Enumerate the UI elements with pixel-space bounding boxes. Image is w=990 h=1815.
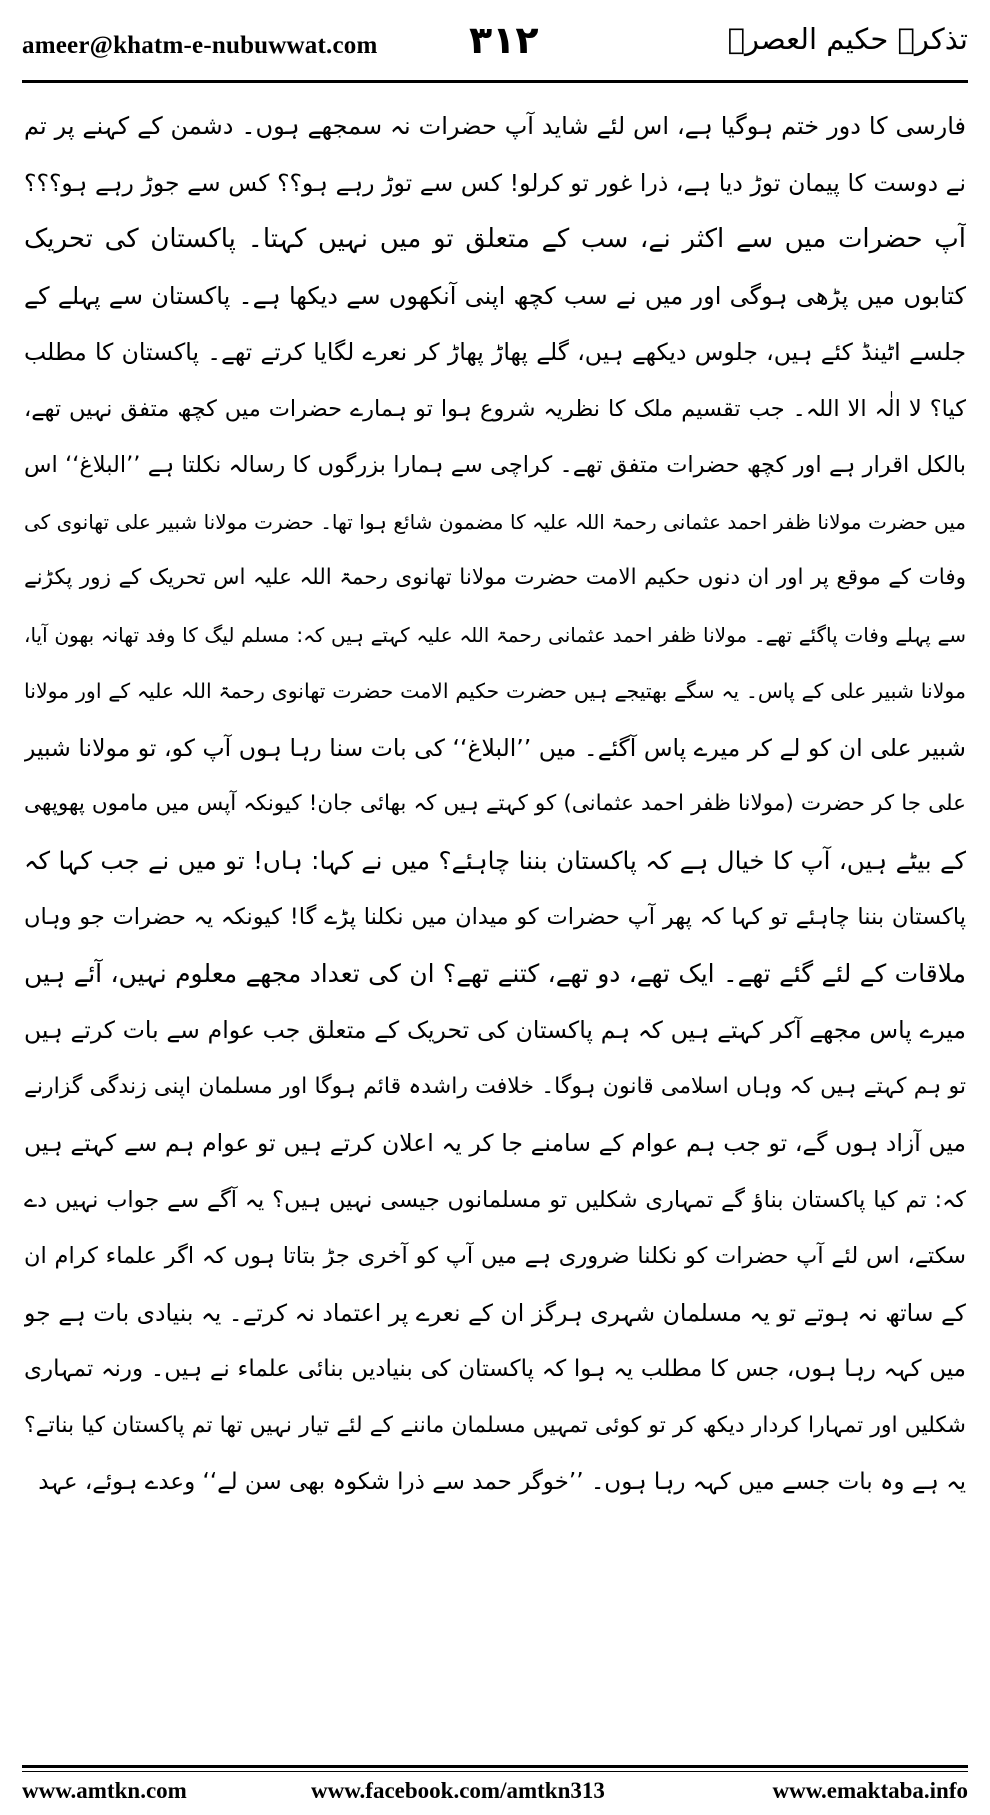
page-footer	[22, 1778, 968, 1808]
book-title: تذکرہ حکیم العصرؒ	[727, 22, 968, 56]
text-line: میں حضرت مولانا ظفر احمد عثمانی رحمۃ اللہ علیہ کا مضمون شائع ہوا تھا۔ حضرت مولانا شبیر علی تھانوی کی	[24, 509, 966, 534]
footer-link-amtkn: www.amtkn.com	[22, 1778, 187, 1803]
text-line: آپ حضرات میں سے اکثر نے، سب کے متعلق تو میں نہیں کہتا۔ پاکستان کی تحریک	[24, 224, 966, 254]
text-line: میں کہہ رہا ہوں، جس کا مطلب یہ ہوا کہ پاکستان کی بنیادیں بنائی علماء نے ہیں۔ ورنہ تمہاری	[24, 1356, 966, 1382]
header-divider	[22, 80, 968, 83]
text-line: نے دوست کا پیمان توڑ دیا ہے، ذرا غور تو کرلو! کس سے توڑ رہے ہو؟؟ کس سے جوڑ رہے ہو؟؟؟	[24, 168, 966, 197]
text-line: شبیر علی ان کو لے کر میرے پاس آگئے۔ میں ’’البلاغ‘‘ کی بات سنا رہا ہوں آپ کو، تو مولانا شبیر	[24, 733, 966, 762]
text-line: سکتے، اس لئے آپ حضرات کو نکلنا ضروری ہے میں آپ کو آخری جڑ بتاتا ہوں کہ اگر علماء کرام ان	[24, 1243, 966, 1269]
text-line: تو ہم کہتے ہیں کہ وہاں اسلامی قانون ہوگا۔ خلافت راشدہ قائم ہوگا اور مسلمان اپنی زندگی گزارنے	[24, 1073, 966, 1099]
text-line: میں آزاد ہوں گے، تو جب ہم عوام کے سامنے جا کر یہ اعلان کرتے ہیں تو عوام ہم سے کہتے ہیں	[24, 1129, 966, 1157]
text-line: کے ساتھ نہ ہوتے تو یہ مسلمان شہری ہرگز ان کے نعرے پر اعتماد نہ کرتے۔ یہ بنیادی بات ہے جو	[24, 1298, 966, 1327]
text-line: یہ ہے وہ بات جسے میں کہہ رہا ہوں۔ ’’خوگر حمد سے ذرا شکوہ بھی سن لے‘‘ وعدے ہوئے، عہد	[38, 1469, 966, 1495]
text-line: مولانا شبیر علی کے پاس۔ یہ سگے بھتیجے ہیں حضرت حکیم الامت حضرت تھانوی رحمۃ اللہ علیہ کے اور مولانا	[24, 679, 966, 703]
text-line: شکلیں اور تمہارا کردار دیکھ کر تو کوئی تمہیں مسلمان ماننے کے لئے تیار نہیں تھا تم پاکستان کیا بناتے؟	[24, 1412, 966, 1438]
text-line: بالکل اقرار ہے اور کچھ حضرات متفق تھے۔ کراچی سے ہمارا بزرگوں کا رسالہ نکلتا ہے ’’البلاغ‘‘ اس	[24, 452, 966, 478]
text-line: جلسے اٹینڈ کئے ہیں، جلوس دیکھے ہیں، گلے پھاڑ پھاڑ کر نعرے لگایا کرتے تھے۔ پاکستان کا مطلب	[24, 338, 966, 366]
footer-link-facebook: www.facebook.com/amtkn313	[311, 1778, 605, 1803]
text-line: علی جا کر حضرت (مولانا ظفر احمد عثمانی) کو کہتے ہیں کہ بھائی جان! کیونکہ آپس میں ماموں پھوپھی	[24, 791, 966, 816]
page-header	[22, 18, 968, 74]
text-line: پاکستان بننا چاہئے تو کہا کہ پھر آپ حضرات کو میدان میں نکلنا پڑے گا! کیونکہ یہ حضرات جو وہاں	[24, 904, 966, 930]
footer-divider-thin	[22, 1771, 968, 1772]
footer-link-emaktaba: www.emaktaba.info	[772, 1778, 968, 1803]
text-line: کہ: تم کیا پاکستان بناؤ گے تمہاری شکلیں تو مسلمانوں جیسی نہیں ہیں؟ یہ آگے سے جواب نہیں دے	[24, 1186, 966, 1213]
text-line: کتابوں میں پڑھی ہوگی اور میں نے سب کچھ اپنی آنکھوں سے دیکھا ہے۔ پاکستان سے پہلے کے	[24, 281, 966, 310]
text-line: فارسی کا دور ختم ہوگیا ہے، اس لئے شاید آپ حضرات نہ سمجھے ہوں۔ دشمن کے کہنے پر تم	[24, 112, 966, 140]
page-number: ۳۱۲	[469, 18, 539, 62]
text-line: کے بیٹے ہیں، آپ کا خیال ہے کہ پاکستان بننا چاہئے؟ میں نے کہا: ہاں! تو میں نے جب کہا کہ	[24, 845, 966, 875]
header-email: ameer@khatm-e-nubuwwat.com	[22, 32, 378, 59]
text-line: کیا؟ لا الٰہ الا اللہ۔ جب تقسیم ملک کا نظریہ شروع ہوا تو ہمارے حضرات میں کچھ متفق نہیں تھے،	[24, 395, 966, 422]
text-line: ملاقات کے لئے گئے تھے۔ ایک تھے، دو تھے، کتنے تھے؟ ان کی تعداد مجھے معلوم نہیں، آئے ہیں	[24, 958, 966, 988]
text-line: سے پہلے وفات پاگئے تھے۔ مولانا ظفر احمد عثمانی رحمۃ اللہ علیہ کہتے ہیں کہ: مسلم لیگ کا وفد تھانہ بھون آیا،	[24, 622, 966, 647]
text-line: میرے پاس مجھے آکر کہتے ہیں کہ ہم پاکستان کی تحریک کے متعلق جب عوام سے بات کرتے ہیں	[24, 1016, 966, 1044]
page-body	[24, 98, 966, 1511]
text-line: وفات کے موقع پر اور ان دنوں حکیم الامت حضرت مولانا تھانوی رحمۃ اللہ علیہ اس تحریک کے زور پکڑنے	[24, 565, 966, 590]
footer-divider	[22, 1765, 968, 1768]
